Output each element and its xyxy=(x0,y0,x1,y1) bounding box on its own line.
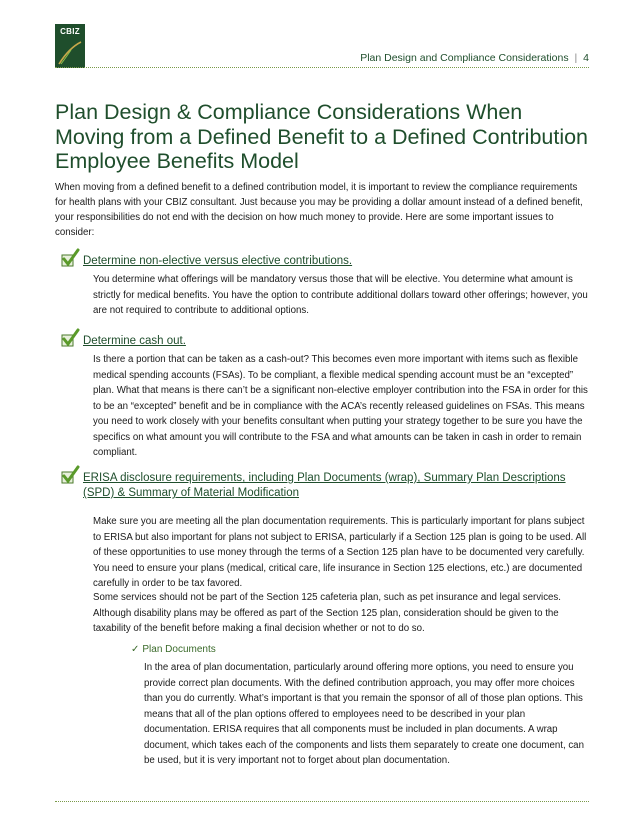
logo-text: CBIZ xyxy=(60,27,80,36)
intro-paragraph: When moving from a defined benefit to a defined contribution model, it is important to review the compliance requirements for health plans with your CBIZ consultant. Just because you may be providing a dollar amount instead of a defined benefit, your responsibilities do not end with the decision on how much money to provide. Here are some important issues to consider: xyxy=(55,182,583,238)
footer-divider xyxy=(55,801,589,802)
item-heading-contributions: Determine non-elective versus elective contributions. xyxy=(83,255,353,267)
item-paragraph-contributions: You determine what offerings will be mandatory versus those that will be elective. You determine what amount is strictly for medical benefits. You have the option to contribute additional dollars toward other offerings; however, you are not required to contribute to additional options. xyxy=(93,274,588,316)
check-mark-icon: ✓ xyxy=(131,644,140,655)
header-divider xyxy=(55,67,589,68)
page-number: 4 xyxy=(583,52,589,64)
running-header xyxy=(360,52,589,64)
checkbox-check-icon xyxy=(60,328,80,348)
page-title: Plan Design & Compliance Considerations When Moving from a Defined Benefit to a Defined Contribution Employee Benefits Model xyxy=(55,100,589,173)
cbiz-logo-icon xyxy=(55,24,85,68)
running-header-title: Plan Design and Compliance Considerations xyxy=(360,52,569,64)
item-heading-cash-out: Determine cash out. xyxy=(83,335,186,347)
sub-paragraph-plan-documents: In the area of plan documentation, particularly around offering more options, you need to ensure you provide correct plan documents. With the defined contribution approach, you may offer more choices than you do currently. What’s important is that you remain the sponsor of all of those plan options. This means that all of the plan options offered to employees need to be described in your plan documentation. ERISA requires that all components must be included in plan documents. A wrap document, which takes each of the components and lists them separately to create one document, can be used, but it is very important not to forget about plan documentation. xyxy=(144,662,584,766)
sub-heading-plan-documents xyxy=(131,644,216,655)
item-heading-erisa: ERISA disclosure requirements, including Plan Documents (wrap), Summary Plan Descriptions (SPD) & Summary of Material Modification xyxy=(83,472,566,499)
item-paragraph-erisa-2: Some services should not be part of the Section 125 cafeteria plan, such as pet insurance and legal services. Although disability plans may be offered as part of the Section 125 plan, consideration should be given to the taxability of the benefit before making a final decision whether or not to do so. xyxy=(93,592,561,634)
running-header-separator: | xyxy=(574,52,578,64)
checkbox-check-icon xyxy=(60,248,80,268)
logo-swoosh xyxy=(55,38,85,68)
item-paragraph-erisa-1: Make sure you are meeting all the plan documentation requirements. This is particularly important for plans subject to ERISA but also important for plans not subject to ERISA, particularly if a Section 125 plan is going to be used. All of these opportunities to use money through the terms of a Section 125 plan have to be documented very carefully. You need to ensure your plans (medical, critical care, life insurance in Section 125 elections, etc.) are documented carefully in order to be tax favored. xyxy=(93,516,587,589)
checkbox-check-icon xyxy=(60,465,80,485)
sub-heading-label: Plan Documents xyxy=(142,644,216,655)
item-paragraph-cash-out: Is there a portion that can be taken as a cash-out? This becomes even more important with items such as flexible medical spending accounts (FSAs). To be compliant, a flexible medical spending account must be an “excepted” plan. What that means is there can’t be a significant non-elective employer contribution into the FSA in order for this to be an “excepted” benefit and be in compliance with the ACA’s recently released guidelines on FSAs. This means you need to work closely with your benefits consultant when putting your strategy together to be sure you have the specifics on what amount you will contribute to the FSA and what amounts can be taken in cash in order to remain compliant. xyxy=(93,354,588,458)
